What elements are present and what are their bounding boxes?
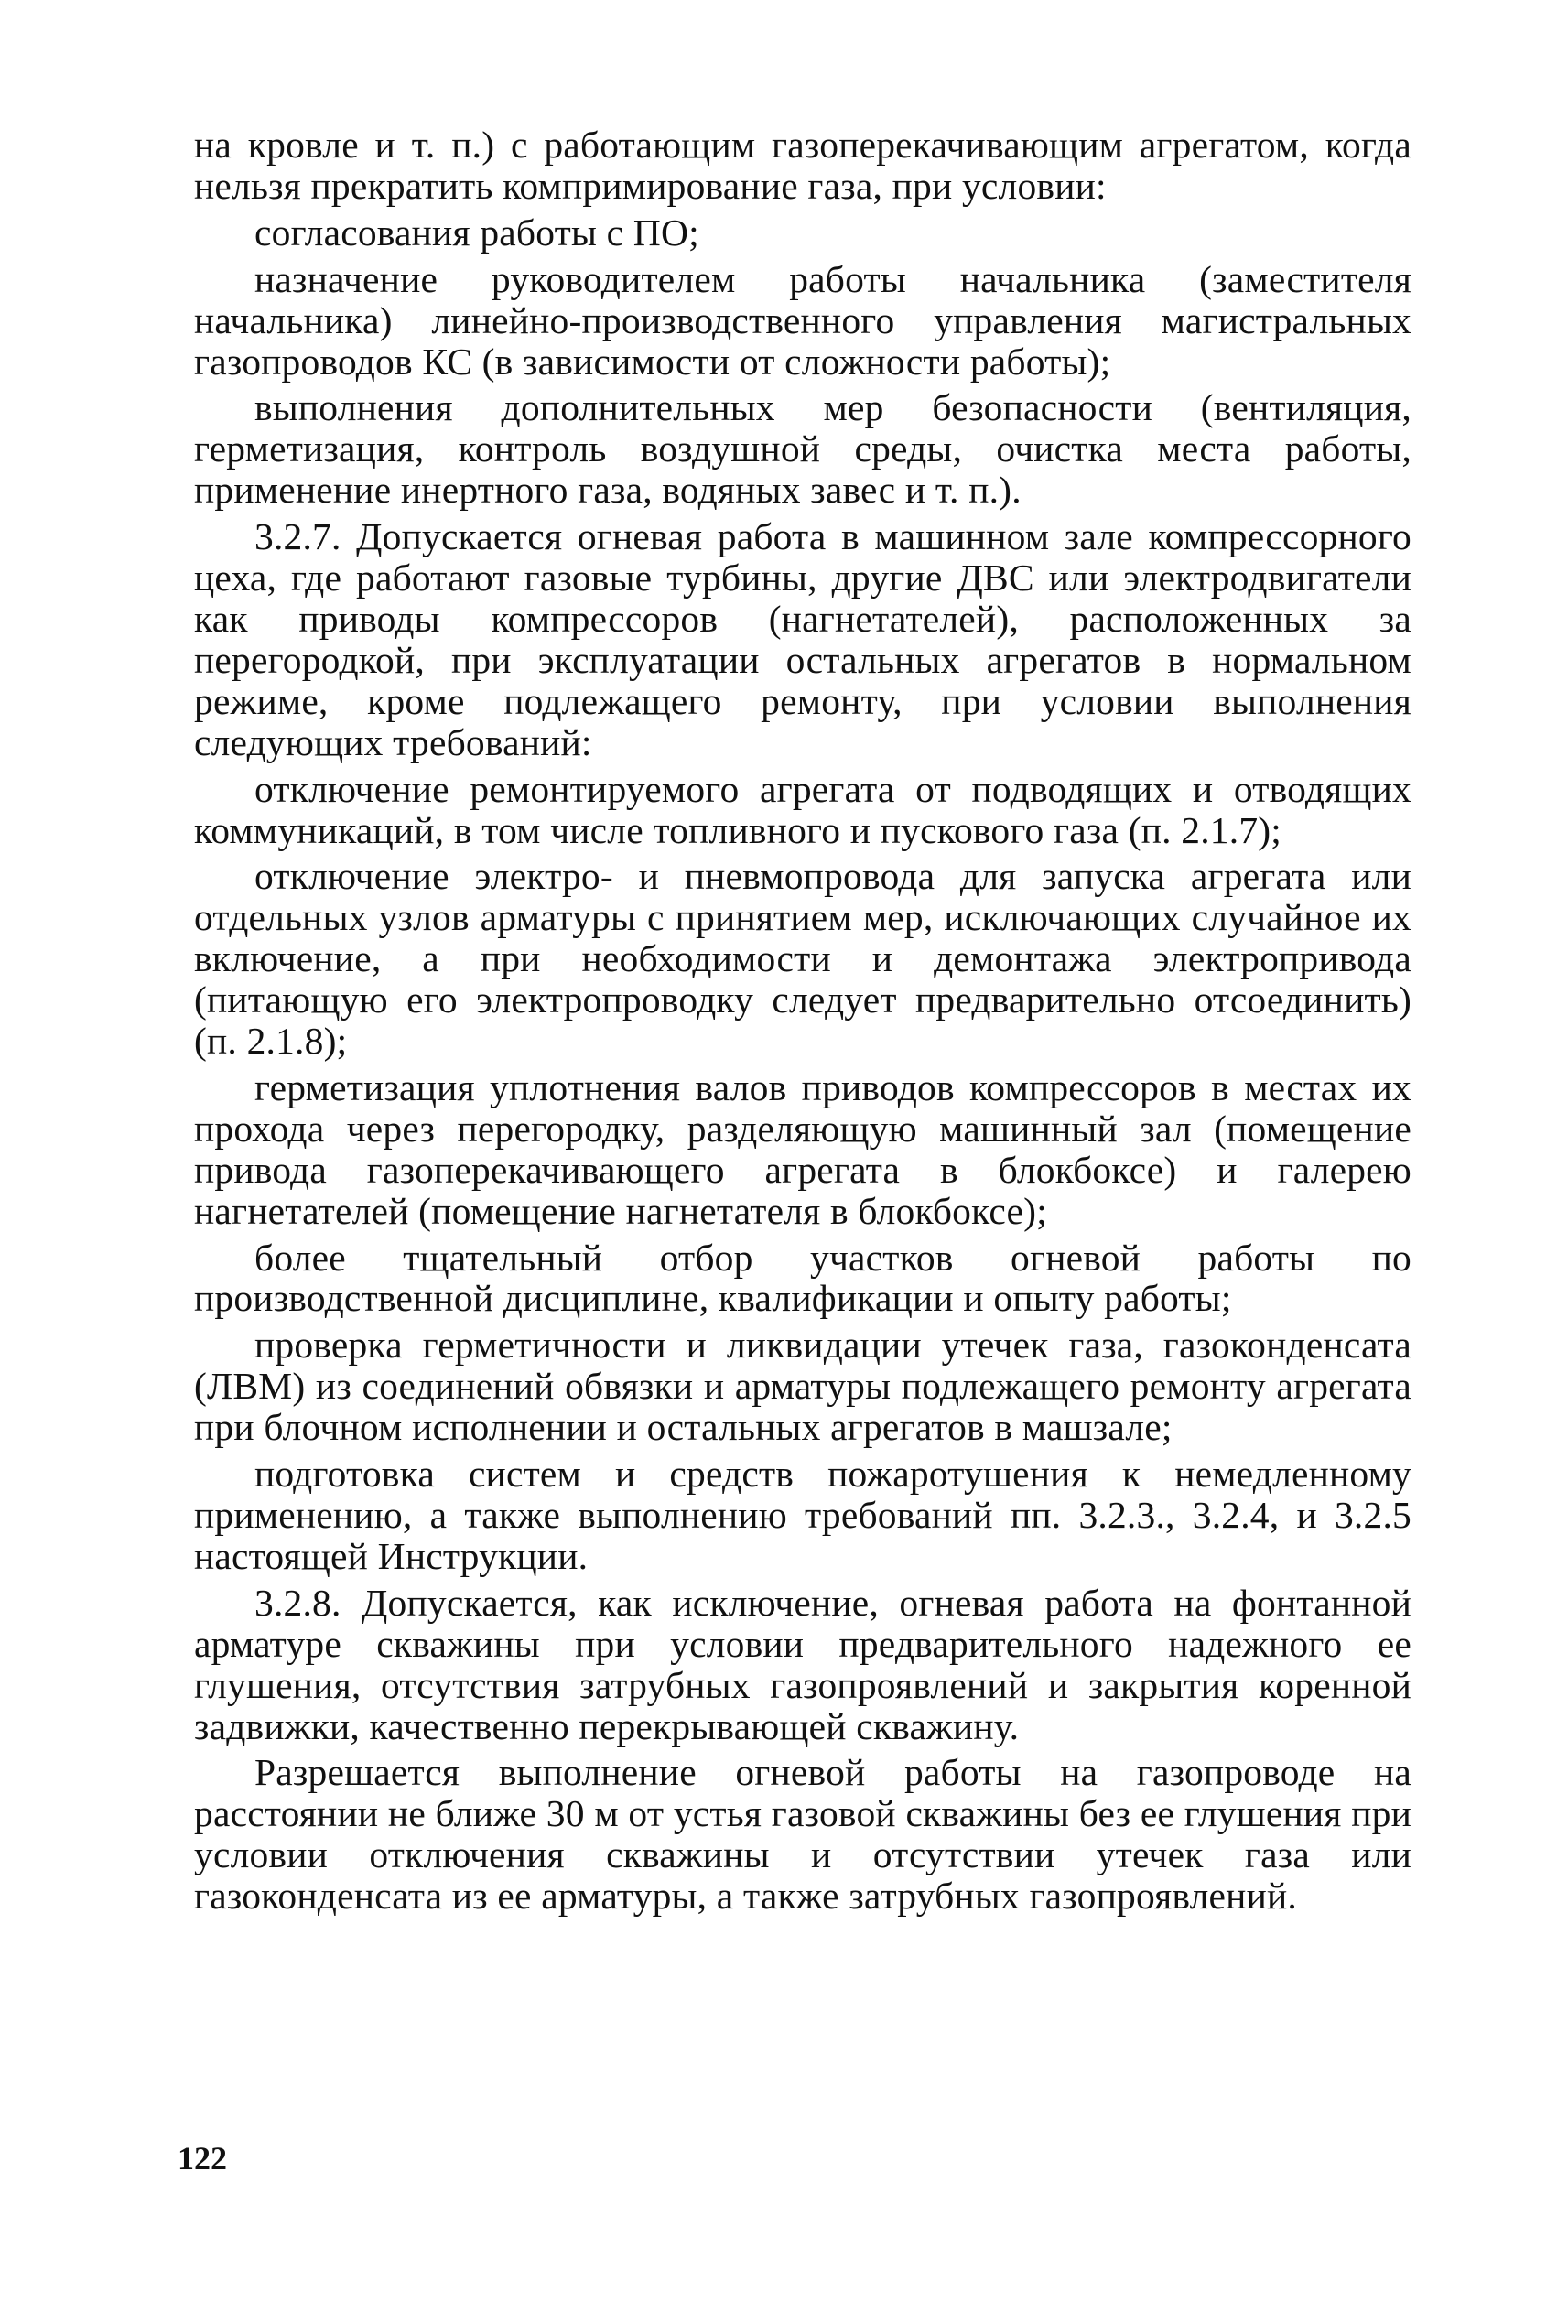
paragraph-condition-safety: выполнения дополнительных мер безопасности (вентиляция, герметизация, контроль воздушной среды, очистка места работы, применение инертного газа, водяных завес и т. п.). [194, 386, 1411, 512]
paragraph-requirement-electro: отключение электро- и пневмопровода для запуска агрегата или отдельных узлов арматуры с принятием мер, исключающих случайное их включение, а при необходимости и демонтажа электропривода (питающую его электропроводку следует предварительно отсоединить) (п. 2.1.8); [194, 855, 1411, 1063]
paragraph-requirement-leak-check: проверка герметичности и ликвидации утечек газа, газоконденсата (ЛВМ) из соединений обвязки и арматуры подлежащего ремонту агрегата при блочном исполнении и остальных агрегатов в машзале; [194, 1324, 1411, 1449]
paragraph-requirement-fire-systems: подготовка систем и средств пожаротушения к немедленному применению, а также выполнению требований пп. 3.2.3., 3.2.4, и 3.2.5 настоящей Инструкции. [194, 1453, 1411, 1577]
body-text [194, 124, 1411, 1917]
paragraph-condition-supervisor: назначение руководителем работы начальника (заместителя начальника) линейно-производственного управления магистральных газопроводов КС (в зависимости от сложности работы); [194, 257, 1411, 383]
paragraph-section-3-2-7: 3.2.7. Допускается огневая работа в машинном зале компрессорного цеха, где работают газовые турбины, другие ДВС или электродвигатели как приводы компрессоров (нагнетателей), расположенных за перегородкой, при эксплуатации остальных агрегатов в нормальном режиме, кроме подлежащего ремонту, при условии выполнения следующих требований: [194, 515, 1411, 763]
paragraph-requirement-selection: более тщательный отбор участков огневой работы по производственной дисциплине, квалификации и опыту работы; [194, 1236, 1411, 1320]
paragraph-requirement-sealing: герметизация уплотнения валов приводов компрессоров в местах их прохода через перегородку, разделяющую машинный зал (помещение привода газоперекачивающего агрегата в блокбоксе) и галерею нагнетателей (помещение нагнетателя в блокбоксе); [194, 1065, 1411, 1232]
page-number: 122 [178, 2140, 227, 2177]
paragraph-section-3-2-8: 3.2.8. Допускается, как исключение, огневая работа на фонтанной арматуре скважины при условии предварительного надежного ее глушения, отсутствия затрубных газопроявлений и закрытия коренной задвижки, качественно перекрывающей скважину. [194, 1581, 1411, 1747]
paragraph-permission: Разрешается выполнение огневой работы на газопроводе на расстоянии не ближе 30 м от устья газовой скважины без ее глушения при условии отключения скважины и отсутствии утечек газа или газоконденсата из ее арматуры, а также затрубных газопроявлений. [194, 1751, 1411, 1918]
paragraph-continuation: на кровле и т. п.) с работающим газоперекачивающим агрегатом, когда нельзя прекратить компримирование газа, при условии: [194, 124, 1411, 207]
paragraph-requirement-disconnect: отключение ремонтируемого агрегата от подводящих и отводящих коммуникаций, в том числе топливного и пускового газа (п. 2.1.7); [194, 767, 1411, 851]
paragraph-condition-agreement: согласования работы с ПО; [254, 211, 699, 254]
